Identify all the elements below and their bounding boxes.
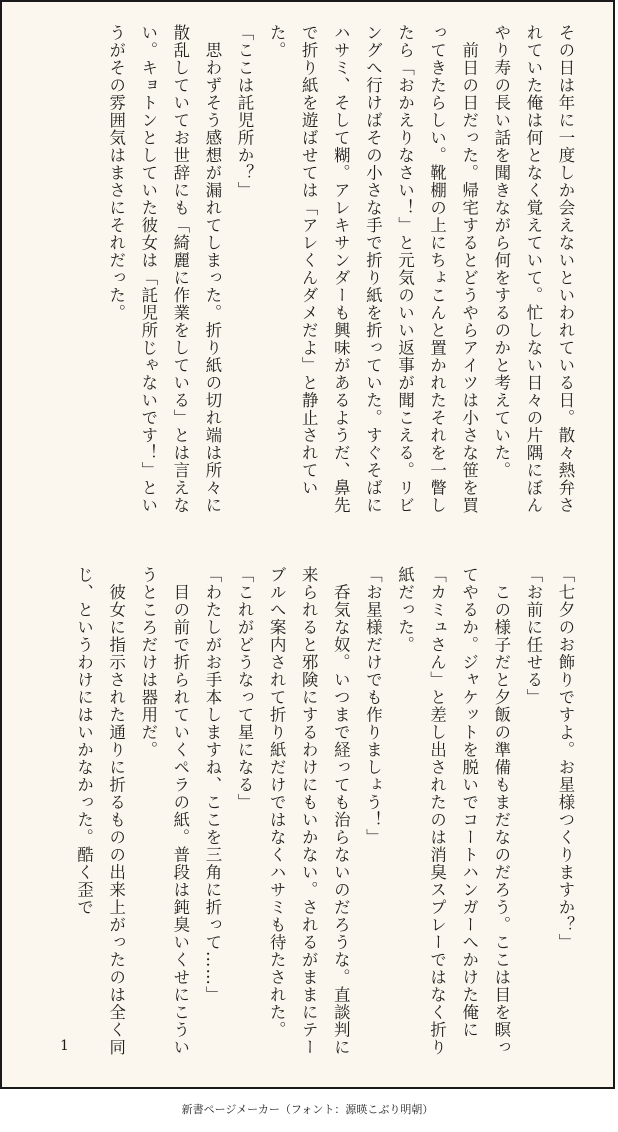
paragraph: 「わたしがお手本しますね、ここを三角に折って……」 <box>202 566 222 1004</box>
paragraph: 「お前に任せる」 <box>523 566 543 706</box>
paragraph: 「ここは託児所か？」 <box>235 24 255 199</box>
footer-credit: 新書ページメーカー（フォント：源暎こぶり明朝） <box>181 1103 434 1116</box>
text-column-bottom <box>61 566 581 1064</box>
paragraph: 思わずそう感想が漏れてしまった。折り紙の切れ端は所々に散乱していてお世辞にも「綺麗に作業をしている」とは言えない。キョトンとしていた彼女は「託児所じゃないです！」というがその雰囲気はまさにそれだった。 <box>106 24 222 514</box>
paragraph: 前日の日だった。帰宅するとどうやらアイツは小さな笹を買ってきたらしい。靴棚の上にちょこんと置かれたそれを一瞥したら「おかえりなさい！」と元気のいい返事が聞こえる。リビングへ行けばその小さな手で折り紙を折っていた。すぐそばにハサミ、そして糊。アレキサンダーも興味があるようだ、鼻先で折り紙を遊ばせては「アレくんダメだよ」と静止されていた。 <box>267 24 479 514</box>
paragraph: 「これがどうなって星になる」 <box>235 566 255 811</box>
page-number: 1 <box>60 1038 69 1054</box>
text-column-top <box>61 24 581 522</box>
paragraph: 彼女に指示された通りに折るものの出来上がったのは全く同じ、というわけにはいかなかった。酷く歪で <box>74 566 126 1056</box>
paragraph: その日は年に一度しか会えないといわれている日。散々熱弁されていた俺は何となく覚えていて。忙しない日々の片隅にぼんやり寿の長い話を聞きながら何をするのかと考えていた。 <box>491 24 575 514</box>
paragraph: この様子だと夕飯の準備もまだなのだろう。ここは目を瞑ってやるか。ジャケットを脱いでコートハンガーへかけた俺に「カミュさん」と差し出されたのは消臭スプレーではなく折り紙だった。 <box>395 566 511 1056</box>
paragraph: 「七夕のお飾りですよ。お星様つくりますか？」 <box>556 566 575 951</box>
paragraph: 目の前で折られていくペラの紙。普段は鈍臭いくせにこういうところだけは器用だ。 <box>138 566 190 1056</box>
paragraph: 「お星様だけでも作りましょう！」 <box>363 566 383 846</box>
paragraph: 呑気な奴。いつまで経っても治らないのだろうな。直談判に来られると邪険にするわけにもいかない。されるがままにテーブルへ案内されて折り紙だけではなくハサミも待たされた。 <box>267 566 351 1056</box>
